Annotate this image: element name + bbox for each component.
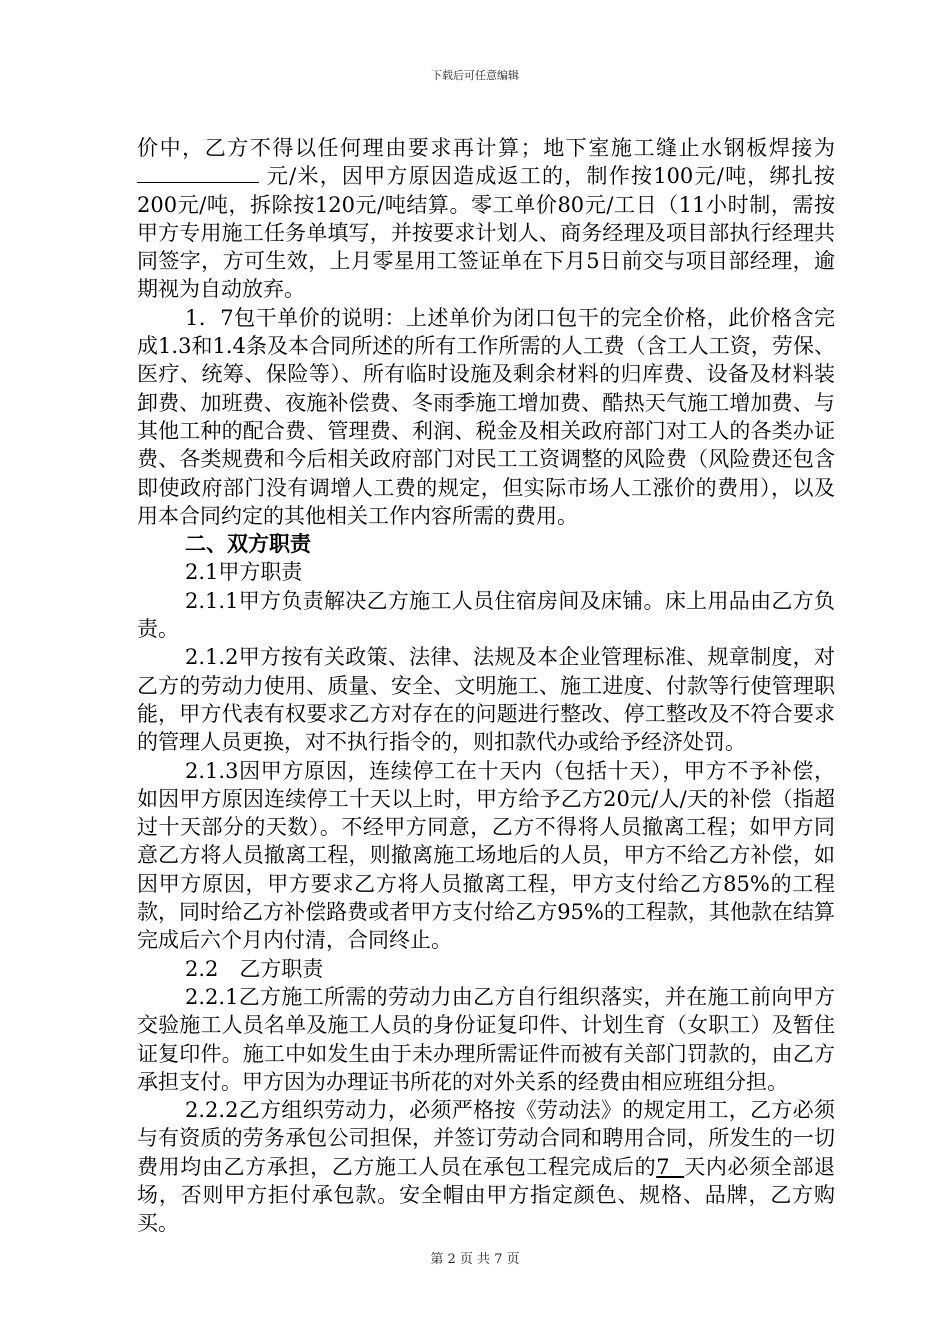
paragraph-lump-sum-price: 1．7包干单价的说明：上述单价为闭口包干的完全价格，此价格含完成1.3和1.4条及本合同所述的所有工作所需的人工费（含工人工资，劳保、医疗、统筹、保险等）、所有临时设施及剩余材料的归库费、设备及材料装卸费、加班费、夜施补偿费、冬雨季施工增加费、酷热天气施工增加费、与其他工种的配合费、管理费、利润、税金及相关政府部门对工人的各类办证费、各类规费和今后相关政府部门对民工工资调整的风险费（风险费还包含即使政府部门没有调增人工费的规定，但实际市场人工涨价的费用），以及用本合同约定的其他相关工作内容所需的费用。 bbox=[137, 305, 835, 528]
paragraph-text: 天内必须全部退场，否则甲方拒付承包款。安全帽由甲方指定颜色、规格、品牌，乙方购买。 bbox=[137, 1154, 836, 1236]
subsection-heading-party-a: 2.1甲方职责 bbox=[185, 560, 303, 585]
paragraph-price-continuation bbox=[137, 134, 835, 304]
subsection-heading-party-b: 2.2 乙方职责 bbox=[185, 956, 324, 981]
clause-2-1-2: 2.1.2甲方按有关政策、法律、法规及本企业管理标准、规章制度，对乙方的劳动力使用、质量、安全、文明施工、施工进度、付款等行使管理职能，甲方代表有权要求乙方对存在的问题进行整改、停工整改及不符合要求的管理人员更换，对不执行指令的，则扣款代办或给予经济处罚。 bbox=[137, 645, 835, 755]
days-value: 7 bbox=[656, 1154, 670, 1179]
section-heading-responsibilities: 二、双方职责 bbox=[185, 531, 311, 557]
clause-2-1-1: 2.1.1甲方负责解决乙方施工人员住宿房间及床铺。床上用品由乙方负责。 bbox=[137, 588, 835, 642]
clause-2-1-3: 2.1.3因甲方原因，连续停工在十天内（包括十天），甲方不予补偿，如因甲方原因连续停工十天以上时，甲方给予乙方20元/人/天的补偿（指超过十天部分的天数）。不经甲方同意，乙方不得将人员撤离工程；如甲方同意乙方将人员撤离工程，则撤离施工场地后的人员，甲方不给乙方补偿，如因甲方原因，甲方要求乙方将人员撤离工程，甲方支付给乙方85%的工程款，同时给乙方补偿路费或者甲方支付给乙方95%的工程款，其他款在结算完成后六个月内付清，合同终止。 bbox=[137, 758, 835, 953]
underline-spacer bbox=[670, 1155, 685, 1179]
page-footer: 第 2 页 共 7 页 bbox=[430, 1252, 520, 1267]
page-header: 下载后可任意编辑 bbox=[431, 69, 519, 82]
clause-2-2-2 bbox=[137, 1096, 835, 1237]
document-body bbox=[137, 134, 835, 1238]
paragraph-text: 元/米，因甲方原因造成返工的，制作按100元/吨，绑扎按200元/吨，拆除按120元/吨结算。零工单价80元/工日（11小时制，需按甲方专用施工任务单填写，并按要求计划人、商务经理及项目部执行经理共同签字，方可生效，上月零星用工签证单在下月5日前交与项目部经理，逾期视为自动放弃。 bbox=[137, 164, 835, 302]
paragraph-text: 价中，乙方不得以任何理由要求再计算；地下室施工缝止水钢板焊接为 bbox=[137, 136, 835, 160]
paragraph-text: 2.2.2乙方组织劳动力，必须严格按《劳动法》的规定用工，乙方必须与有资质的劳务承包公司担保，并签订劳动合同和聘用合同，所发生的一切费用均由乙方承担，乙方施工人员在承包工程完成后的 bbox=[137, 1098, 835, 1179]
fill-in-blank bbox=[137, 164, 259, 183]
clause-2-2-1: 2.2.1乙方施工所需的劳动力由乙方自行组织落实，并在施工前向甲方交验施工人员名单及施工人员的身份证复印件、计划生育（女职工）及暂住证复印件。施工中如发生由于未办理所需证件而被有关部门罚款的，由乙方承担支付。甲方因为办理证书所花的对外关系的经费由相应班组分担。 bbox=[137, 984, 835, 1094]
